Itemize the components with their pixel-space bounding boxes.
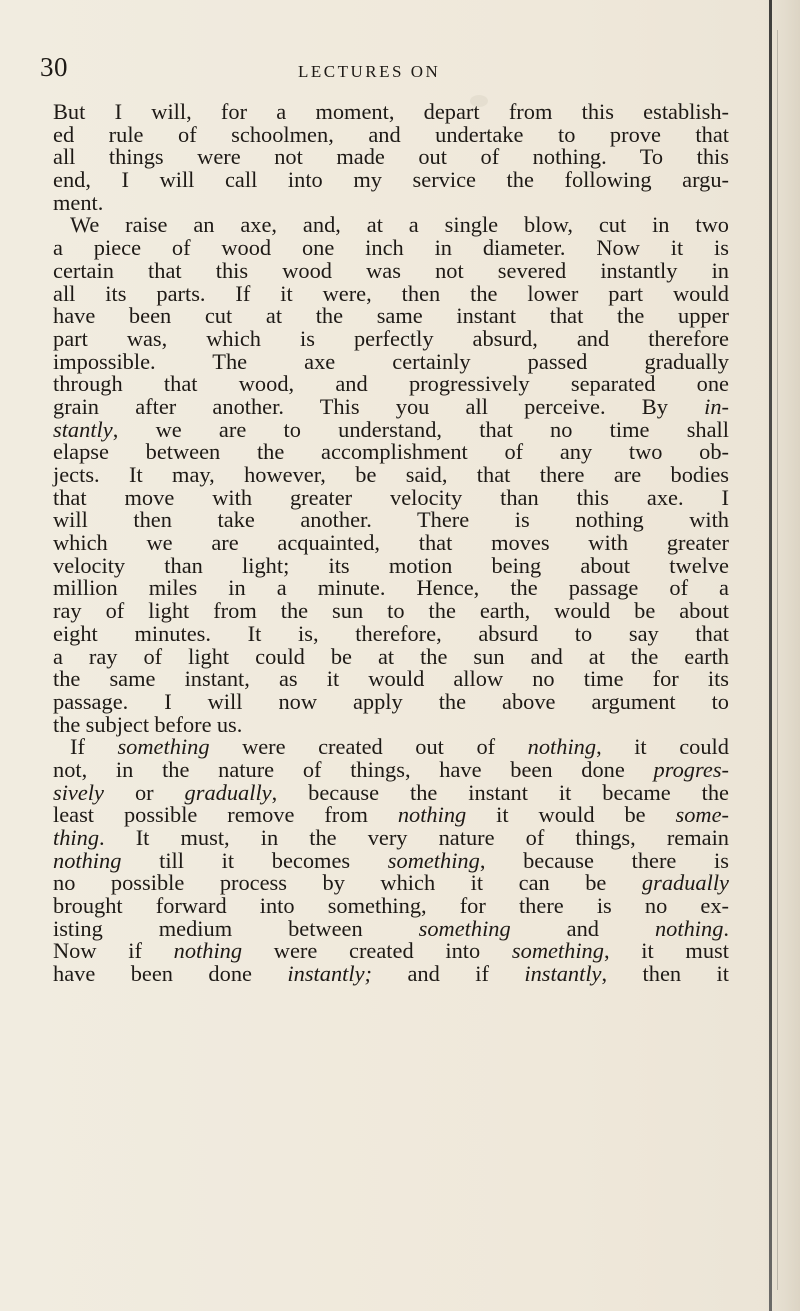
text-segment: were created out of: [242, 734, 496, 760]
text-line: ray of light from the sun to the earth, would be about: [53, 598, 729, 624]
text-segment: , it must: [603, 938, 729, 964]
text-line: [53, 756, 729, 782]
text-line: a ray of light could be at the sun and at the earth: [53, 643, 729, 669]
italic-word: nothing: [173, 938, 243, 964]
text-line: through that wood, and progressively separated one: [53, 371, 729, 397]
text-line: the same instant, as it would allow no time for its: [53, 666, 729, 692]
text-line: [53, 827, 729, 850]
text-segment: , because there is: [479, 847, 729, 873]
text-line: eight minutes. It is, therefore, absurd to say that: [53, 620, 729, 646]
text-segment: If: [70, 734, 85, 760]
text-segment: we are to understand, that no time shall: [155, 416, 729, 442]
page-header: [40, 52, 740, 86]
binding-edge-line-secondary: [777, 30, 778, 1290]
text-segment: , it could: [596, 734, 729, 760]
italic-word: something: [418, 915, 511, 941]
text-line: We raise an axe, and, at a single blow, cut in two: [70, 212, 729, 238]
italic-word: some-: [675, 802, 729, 828]
italic-word: progres-: [653, 756, 729, 782]
text-line: impossible. The axe certainly passed gradually: [53, 348, 729, 374]
text-line: all things were not made out of nothing. To this: [53, 144, 729, 170]
text-line: will then take another. There is nothing with: [53, 507, 729, 533]
text-segment: till it becomes: [159, 847, 351, 873]
text-line: end, I will call into my service the following argu-: [53, 167, 729, 193]
text-line: million miles in a minute. Hence, the passage of a: [53, 575, 729, 601]
text-segment: or: [134, 779, 154, 805]
italic-word: something: [117, 734, 210, 760]
text-line: [53, 847, 729, 873]
italic-word: in-: [704, 393, 729, 419]
page-number: 30: [40, 52, 68, 82]
italic-word: gradually: [184, 779, 272, 805]
text-line: certain that this wood was not severed instantly in: [53, 257, 729, 283]
italic-word: nothing: [527, 734, 597, 760]
text-line: all its parts. If it were, then the lower part would: [53, 280, 729, 306]
text-line: [53, 940, 729, 963]
italic-word: nothing: [397, 802, 467, 828]
text-segment: Now if: [53, 938, 142, 964]
text-line: [53, 736, 729, 759]
text-segment: and: [566, 915, 599, 941]
italic-word: something: [511, 938, 604, 964]
text-line: have been cut at the same instant that the upper: [53, 303, 729, 329]
text-line: the subject before us.: [53, 711, 243, 737]
text-line: elapse between the accomplishment of any two ob-: [53, 439, 729, 465]
text-line: [53, 804, 729, 827]
binding-edge-line: [769, 0, 772, 1311]
text-line: brought forward into something, for there is no ex-: [53, 893, 729, 919]
text-segment: ,: [112, 416, 119, 442]
text-segment: not, in the nature of things, have been done: [53, 756, 625, 782]
italic-word: instantly: [524, 961, 602, 987]
text-line: But I will, for a moment, depart from this establish-: [53, 99, 729, 124]
text-segment: .: [723, 915, 729, 941]
text-segment: . It must, in the very nature of things, remain: [99, 825, 729, 850]
text-line: part was, which is perfectly absurd, and therefore: [53, 325, 729, 351]
text-line: ed rule of schoolmen, and undertake to prove that: [53, 121, 729, 147]
body-text: [53, 101, 729, 986]
text-line: a piece of wood one inch in diameter. Now it is: [53, 235, 729, 261]
text-segment: , because the instant it became the: [271, 779, 729, 805]
text-line: which we are acquainted, that moves with greater: [53, 530, 729, 556]
text-segment: , then it: [601, 961, 729, 987]
text-line: that move with greater velocity than this axe. I: [53, 484, 729, 510]
italic-word: gradually: [641, 870, 729, 896]
text-segment: grain after another. This you all perceive. By: [53, 393, 668, 419]
text-line: jects. It may, however, be said, that there are bodies: [53, 462, 729, 487]
text-line: [53, 416, 729, 442]
text-segment: no possible process by which it can be: [53, 870, 607, 896]
text-line: [53, 872, 729, 895]
text-line: [53, 963, 729, 986]
italic-word: stantly: [53, 416, 113, 442]
text-segment: least possible remove from: [53, 802, 368, 828]
text-segment: it would be: [496, 802, 646, 828]
running-head: LECTURES ON: [298, 62, 441, 81]
italic-word: nothing: [53, 847, 122, 873]
text-segment: isting medium between: [53, 915, 363, 941]
italic-word: sively: [53, 779, 104, 805]
text-line: [53, 393, 729, 419]
italic-word: instantly;: [287, 961, 372, 987]
text-line: velocity than light; its motion being about twelve: [53, 552, 729, 578]
italic-word: thing: [53, 825, 100, 850]
text-line: [53, 779, 729, 805]
italic-word: something: [387, 847, 480, 873]
text-line: [53, 915, 729, 941]
italic-word: nothing: [654, 915, 724, 941]
text-segment: and if: [407, 961, 489, 987]
text-line: ment.: [53, 189, 104, 215]
text-line: passage. I will now apply the above argument to: [53, 688, 729, 714]
text-segment: have been done: [53, 961, 252, 987]
text-segment: were created into: [273, 938, 481, 964]
